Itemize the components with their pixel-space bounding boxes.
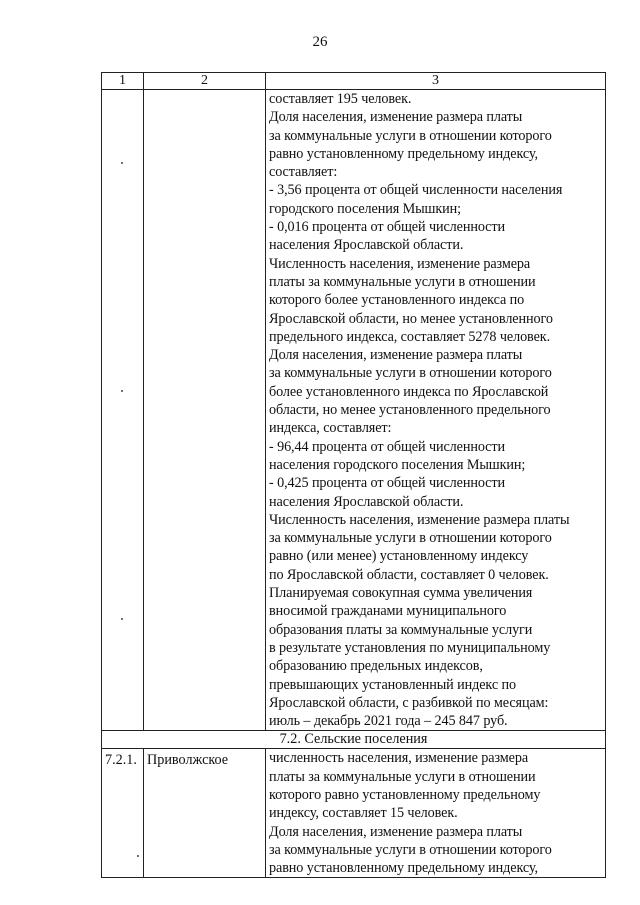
text-line: превышающих установленный индекс по bbox=[269, 676, 516, 693]
row-number bbox=[102, 90, 144, 731]
table-header-row bbox=[102, 73, 606, 90]
text-line: численность населения, изменение размера bbox=[269, 750, 529, 767]
text-line: вносимой гражданами муниципального bbox=[269, 603, 507, 620]
table-row bbox=[102, 90, 606, 731]
row-settlement-name bbox=[144, 90, 266, 731]
section-title: 7.2. Сельские поселения bbox=[102, 731, 606, 749]
document-table bbox=[101, 72, 606, 878]
text-line: населения Ярославской области. bbox=[269, 493, 464, 510]
text-line: Доля населения, изменение размера платы bbox=[269, 823, 523, 840]
row-description bbox=[266, 90, 606, 731]
row-settlement-name: Приволжское bbox=[144, 749, 266, 878]
text-line: более установленного индекса по Ярославской bbox=[269, 383, 549, 400]
header-col-3: 3 bbox=[266, 73, 606, 90]
text-line: - 3,56 процента от общей численности населения bbox=[269, 182, 563, 199]
text-line: за коммунальные услуги в отношении которого bbox=[269, 365, 552, 382]
text-line: Доля населения, изменение размера платы bbox=[269, 347, 523, 364]
text-line: - 96,44 процента от общей численности bbox=[269, 438, 505, 455]
text-line: - 0,425 процента от общей численности bbox=[269, 475, 505, 492]
header-col-1: 1 bbox=[102, 73, 144, 90]
section-header-row bbox=[102, 731, 606, 749]
text-line: которого более установленного индекса по bbox=[269, 292, 525, 309]
text-line: населения Ярославской области. bbox=[269, 237, 464, 254]
text-line: - 0,016 процента от общей численности bbox=[269, 219, 505, 236]
text-line: по Ярославской области, составляет 0 человек. bbox=[269, 566, 549, 583]
text-line: равно установленному предельному индексу, bbox=[269, 860, 538, 877]
text-line: образования платы за коммунальные услуги bbox=[269, 621, 533, 638]
text-line: в результате установления по муниципальному bbox=[269, 639, 551, 656]
text-line: области, но менее установленного предельного bbox=[269, 402, 551, 419]
page-number: 26 bbox=[312, 34, 328, 50]
text-line: Ярославской области, с разбивкой по месяцам: bbox=[269, 694, 549, 711]
scan-dot bbox=[137, 855, 139, 857]
text-line: Ярославской области, но менее установленного bbox=[269, 310, 553, 327]
text-line: индексу, составляет 15 человек. bbox=[269, 805, 458, 822]
text-line: за коммунальные услуги в отношении которого bbox=[269, 530, 552, 547]
text-line: равно (или менее) установленному индексу bbox=[269, 548, 529, 565]
text-line: населения городского поселения Мышкин; bbox=[269, 456, 526, 473]
scan-dot bbox=[121, 162, 123, 164]
text-line: Численность населения, изменение размера bbox=[269, 255, 531, 272]
text-line: Доля населения, изменение размера платы bbox=[269, 109, 523, 126]
text-line: Численность населения, изменение размера платы bbox=[269, 511, 570, 528]
text-line: за коммунальные услуги в отношении которого bbox=[269, 127, 552, 144]
table-row bbox=[102, 749, 606, 878]
text-line: индекса, составляет: bbox=[269, 420, 392, 437]
text-line: которого равно установленному предельному bbox=[269, 786, 541, 803]
scan-dot bbox=[121, 618, 123, 620]
header-col-2: 2 bbox=[144, 73, 266, 90]
scan-dot bbox=[121, 390, 123, 392]
text-line: июль – декабрь 2021 года – 245 847 руб. bbox=[269, 713, 508, 730]
text-line: платы за коммунальные услуги в отношении bbox=[269, 273, 536, 290]
text-line: платы за коммунальные услуги в отношении bbox=[269, 768, 536, 785]
row-description bbox=[266, 749, 606, 878]
text-line: городского поселения Мышкин; bbox=[269, 200, 461, 217]
text-line: предельного индекса, составляет 5278 человек. bbox=[269, 328, 551, 345]
text-line: Планируемая совокупная сумма увеличения bbox=[269, 585, 533, 602]
text-line: составляет: bbox=[269, 164, 338, 181]
row-number: 7.2.1. bbox=[102, 749, 144, 878]
text-line: составляет 195 человек. bbox=[269, 91, 412, 107]
text-line: образованию предельных индексов, bbox=[269, 658, 483, 675]
text-line: равно установленному предельному индексу, bbox=[269, 145, 538, 162]
text-line: за коммунальные услуги в отношении которого bbox=[269, 841, 552, 858]
